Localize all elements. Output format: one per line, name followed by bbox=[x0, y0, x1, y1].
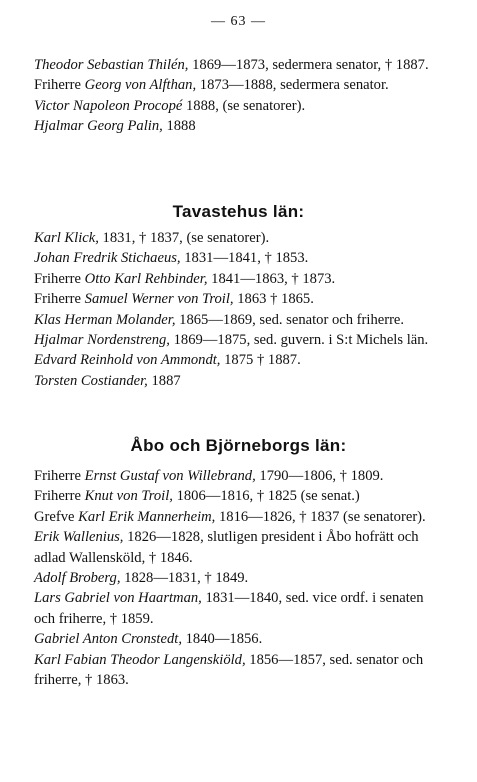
entry-broberg: Adolf Broberg, 1828—1831, † 1849. bbox=[34, 570, 249, 587]
entry-willebrand: Friherre Ernst Gustaf von Willebrand, 1790—1806, † 1809. bbox=[34, 468, 384, 484]
entry-cronstedt: Gabriel Anton Cronstedt, 1840—1856. bbox=[34, 631, 263, 648]
section-heading-tavastehus: Tavastehus län: bbox=[172, 202, 305, 221]
entry-molander: Klas Herman Molander, 1865—1869, sed. senator och friherre. bbox=[34, 311, 405, 328]
section-heading-abo-bjorneborg: Åbo och Björneborgs län: bbox=[130, 436, 347, 455]
entry-klick: Karl Klick, 1831, † 1837, (se senatorer). bbox=[34, 230, 270, 246]
entry-haartman: Lars Gabriel von Haartman, 1831—1840, sed. vice ordf. i senaten och friherre, † 1859. bbox=[34, 590, 424, 627]
entries-section-2 bbox=[34, 466, 444, 690]
entries-section-1 bbox=[34, 228, 444, 391]
entry-troil-knut: Friherre Knut von Troil, 1806—1816, † 1825 (se senat.) bbox=[34, 488, 360, 505]
page-number: — 63 — bbox=[211, 14, 266, 29]
entry-costiander: Torsten Costiander, 1887 bbox=[34, 372, 181, 389]
entry-alfthan: Friherre Georg von Alfthan, 1873—1888, sedermera senator. bbox=[34, 77, 389, 94]
entry-procope: Victor Napoleon Procopé 1888, (se senatorer). bbox=[34, 97, 306, 114]
entry-troil-samuel: Friherre Samuel Werner von Troil, 1863 † 1865. bbox=[34, 291, 314, 308]
entry-mannerheim: Grefve Karl Erik Mannerheim, 1816—1826, † 1837 (se senatorer). bbox=[34, 508, 426, 525]
entry-thilen: Theodor Sebastian Thilén, 1869—1873, sedermera senator, † 1887. bbox=[34, 57, 429, 73]
entry-stichaeus: Johan Fredrik Stichaeus, 1831—1841, † 1853. bbox=[34, 250, 309, 267]
entry-ammondt: Edvard Reinhold von Ammondt, 1875 † 1887. bbox=[34, 352, 301, 369]
entry-nordenstreng: Hjalmar Nordenstreng, 1869—1875, sed. guvern. i S:t Michels län. bbox=[34, 332, 429, 349]
entry-wallenius: Erik Wallenius, 1826—1828, slutligen president i Åbo hofrätt och adlad Wallensköld, † 1846. bbox=[34, 529, 419, 566]
entry-langenskiold: Karl Fabian Theodor Langenskiöld, 1856—1857, sed. senator och friherre, † 1863. bbox=[34, 651, 424, 689]
entry-rehbinder: Friherre Otto Karl Rehbinder, 1841—1863, † 1873. bbox=[34, 270, 336, 287]
entries-section-0 bbox=[34, 55, 444, 137]
entry-palin: Hjalmar Georg Palin, 1888 bbox=[34, 118, 196, 135]
